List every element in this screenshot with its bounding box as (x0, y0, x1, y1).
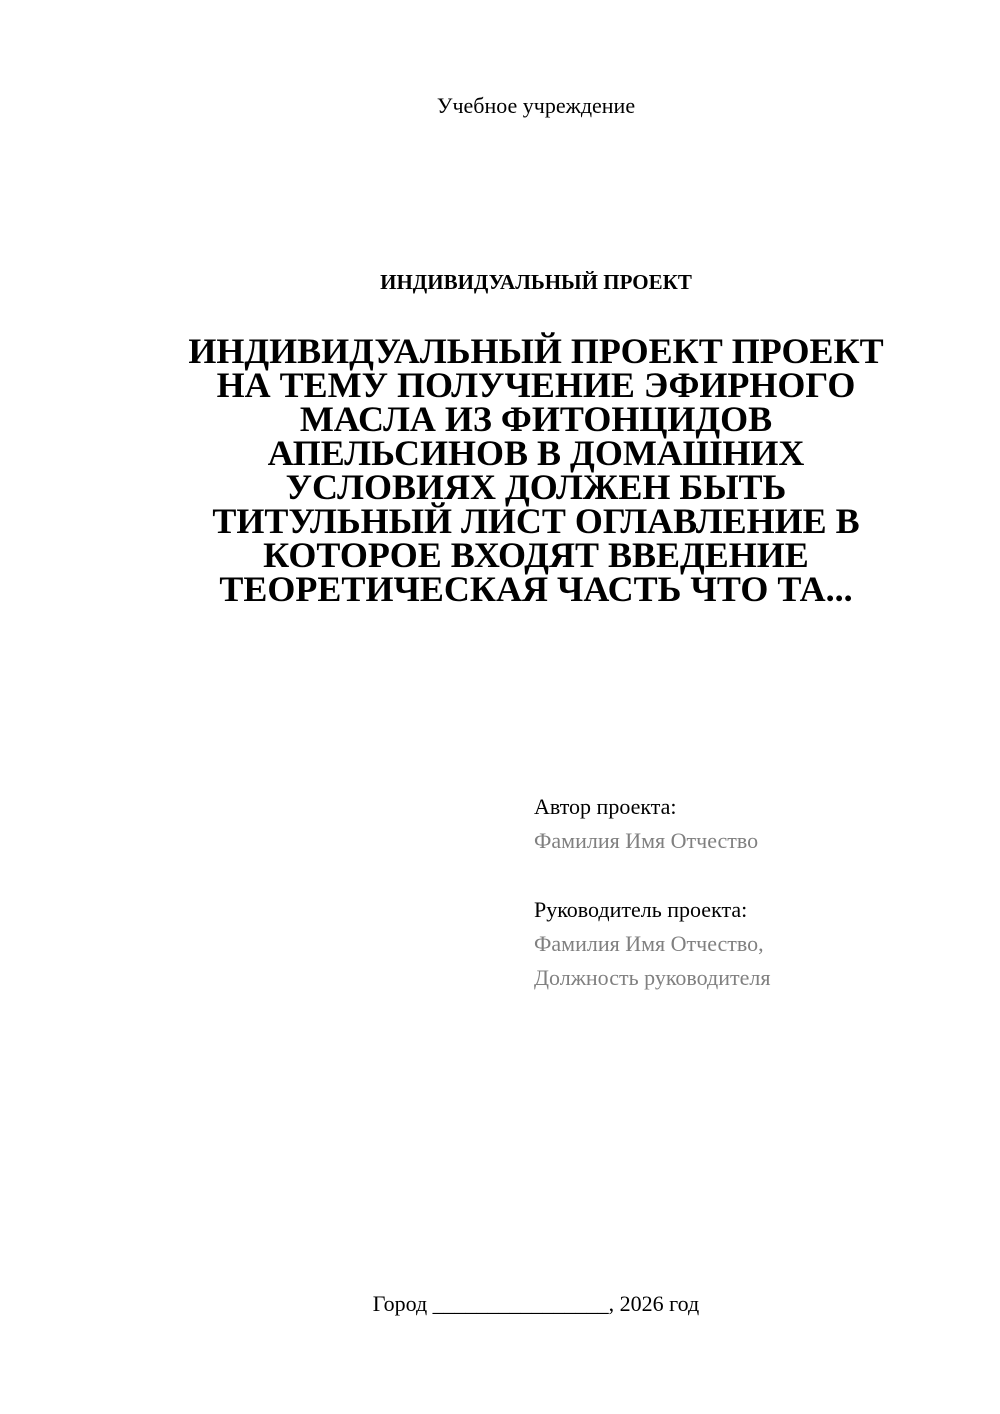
author-label: Автор проекта: (534, 794, 677, 819)
institution-name: Учебное учреждение (436, 93, 636, 118)
supervisor-name-placeholder: Фамилия Имя Отчество, (534, 931, 764, 956)
supervisor-position-placeholder: Должность руководителя (534, 965, 771, 990)
project-title-line: КОТОРОЕ ВХОДЯТ ВВЕДЕНИЕ (263, 535, 809, 575)
city-year-line: Город ________________, 2026 год (372, 1291, 700, 1316)
project-title-line: УСЛОВИЯХ ДОЛЖЕН БЫТЬ (285, 467, 787, 507)
block-spacer (534, 858, 974, 893)
author-name-placeholder: Фамилия Имя Отчество (534, 828, 759, 853)
document-type-heading: ИНДИВИДУАЛЬНЫЙ ПРОЕКТ (380, 270, 692, 294)
project-title-line: НА ТЕМУ ПОЛУЧЕНИЕ ЭФИРНОГО (216, 365, 856, 405)
project-title-line: ТИТУЛЬНЫЙ ЛИСТ ОГЛАВЛЕНИЕ В (212, 501, 860, 541)
project-title (150, 331, 922, 609)
project-title-line: МАСЛА ИЗ ФИТОНЦИДОВ (299, 399, 773, 439)
supervisor-label: Руководитель проекта: (534, 897, 748, 922)
project-title-line: ИНДИВИДУАЛЬНЫЙ ПРОЕКТ ПРОЕКТ (188, 331, 884, 371)
authors-block (534, 790, 974, 995)
project-title-line: ТЕОРЕТИЧЕСКАЯ ЧАСТЬ ЧТО ТА... (219, 569, 853, 609)
project-title-line: АПЕЛЬСИНОВ В ДОМАШНИХ (267, 433, 805, 473)
